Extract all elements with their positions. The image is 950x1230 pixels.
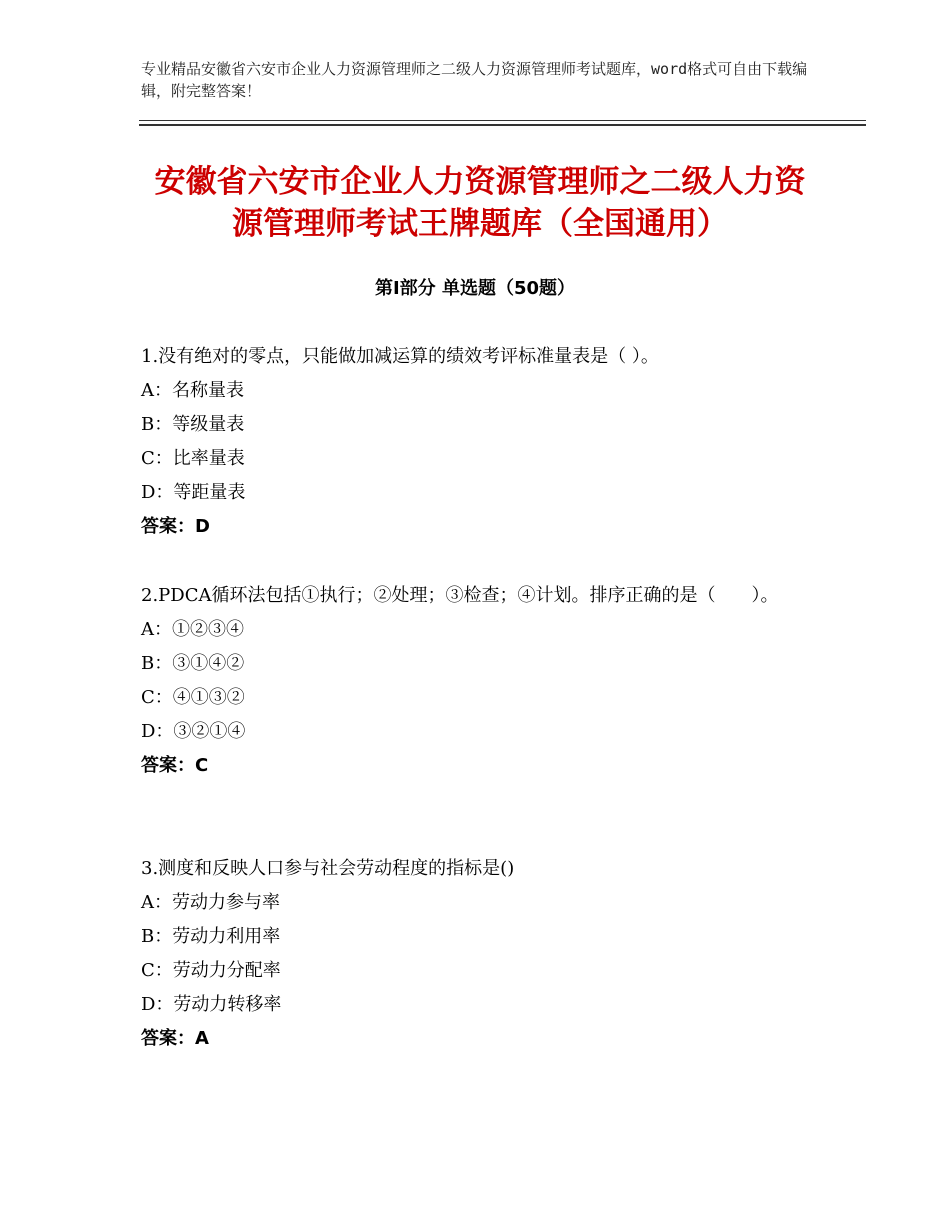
question-2: [141, 579, 821, 783]
question-text: 1.没有绝对的零点，只能做加减运算的绩效考评标准量表是（ ）。: [141, 346, 659, 367]
answer: 答案：A: [141, 1028, 209, 1049]
option-c: C：比率量表: [141, 448, 245, 469]
question-3: [141, 852, 821, 1056]
header-rule-thin: [139, 120, 866, 121]
header-rule-thick: [139, 124, 866, 126]
option-d: D：劳动力转移率: [141, 994, 282, 1015]
option-b: B：劳动力利用率: [141, 926, 281, 947]
option-a: A：①②③④: [141, 619, 244, 640]
question-text: 2.PDCA循环法包括①执行；②处理；③检查；④计划。排序正确的是（ ）。: [141, 585, 779, 606]
option-c: C：④①③②: [141, 687, 245, 708]
header-note: 专业精品安徽省六安市企业人力资源管理师之二级人力资源管理师考试题库，word格式可自由下载编辑，附完整答案！: [141, 60, 808, 100]
option-b: B：等级量表: [141, 414, 245, 435]
question-1: [141, 340, 821, 544]
option-c: C：劳动力分配率: [141, 960, 281, 981]
option-a: A：劳动力参与率: [141, 892, 280, 913]
section-title: 第Ⅰ部分 单选题（50题）: [374, 278, 575, 299]
option-b: B：③①④②: [141, 653, 245, 674]
answer: 答案：D: [141, 516, 210, 537]
option-a: A：名称量表: [141, 380, 244, 401]
question-text: 3.测度和反映人口参与社会劳动程度的指标是(): [141, 858, 515, 879]
answer: 答案：C: [141, 755, 209, 776]
option-d: D：等距量表: [141, 482, 246, 503]
document-title: 安徽省六安市企业人力资源管理师之二级人力资源管理师考试王牌题库（全国通用）: [154, 164, 806, 242]
option-d: D：③②①④: [141, 721, 246, 742]
